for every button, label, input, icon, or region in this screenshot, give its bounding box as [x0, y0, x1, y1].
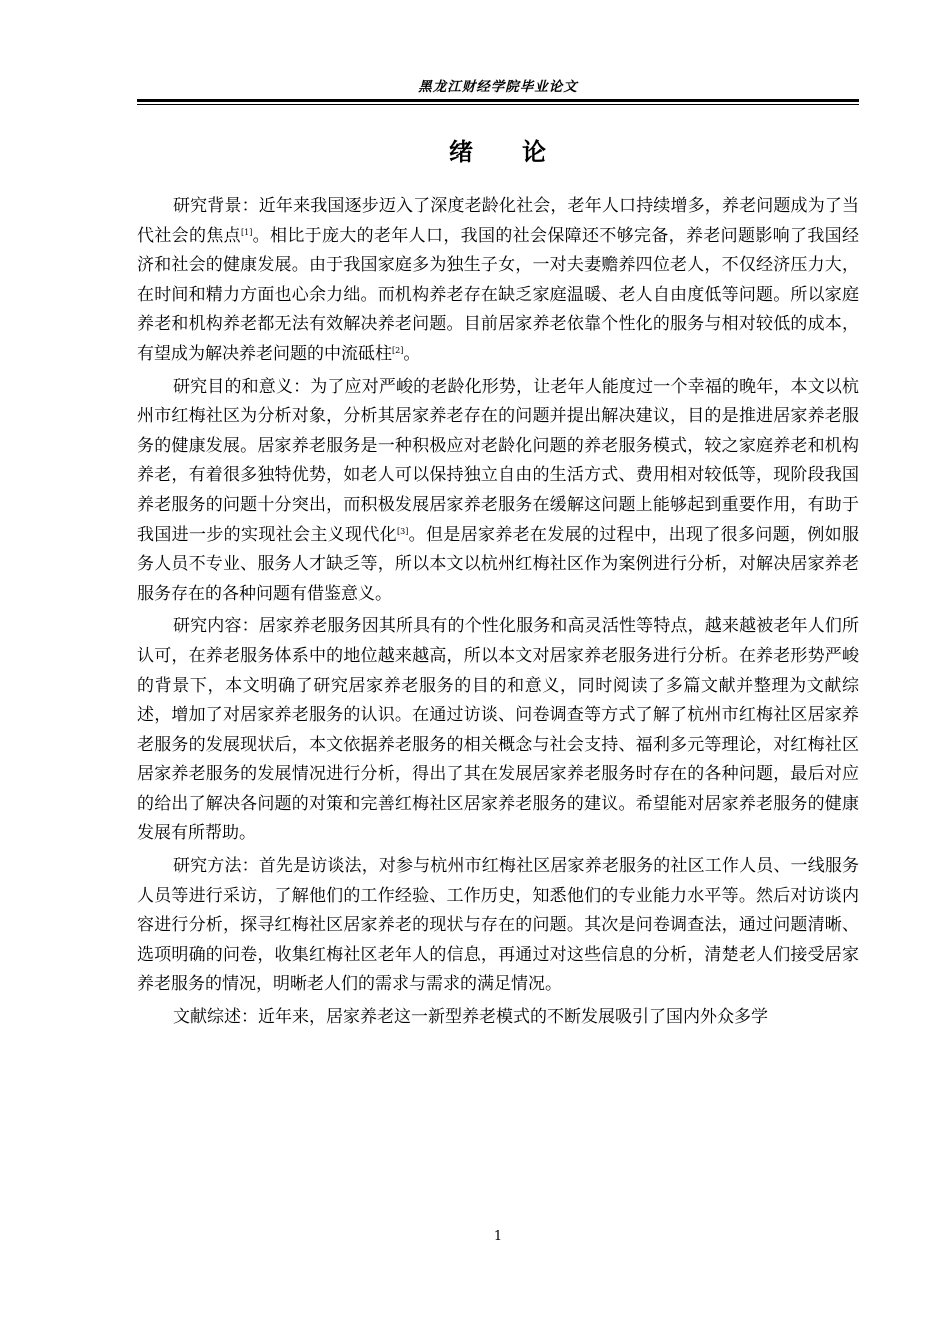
paragraph-text: 。	[403, 343, 421, 364]
running-header: 黑龙江财经学院毕业论文	[418, 79, 578, 95]
header-rule-thick	[137, 99, 859, 102]
paragraph-text: 研究背景：近年来我国逐步迈入了深度老龄化社会，老年人口持续增多，养老问题成为了当代社会的焦点	[137, 196, 859, 246]
paragraph-purpose-significance	[137, 373, 859, 610]
citation-marker: [2]	[392, 345, 404, 355]
paragraph-research-methods	[137, 852, 859, 1000]
citation-marker: [3]	[397, 526, 409, 536]
paragraph-research-content	[137, 612, 859, 849]
chapter-title-part-1: 绪	[449, 138, 474, 166]
paragraph-text: 。但是居家养老在发展的过程中，出现了很多问题，例如服务人员不专业、服务人才缺乏等，所以本文以杭州红梅社区作为案例进行分析，对解决居家养老服务存在的各种问题有借鉴意义。	[137, 524, 860, 604]
paragraph-text: 研究目的和意义：为了应对严峻的老龄化形势，让老年人能度过一个幸福的晚年，本文以杭州市红梅社区为分析对象，分析其居家养老存在的问题并提出解决建议，目的是推进居家养老服务的健康发展。居家养老服务是一种积极应对老龄化问题的养老服务模式，较之家庭养老和机构养老，有着很多独特优势，如老人可以保持独立自由的生活方式、费用相对较低等，现阶段我国养老服务的问题十分突出，而积极发展居家养老服务在缓解这问题上能够起到重要作用，有助于我国进一步的实现社会主义现代化	[137, 376, 859, 545]
paragraph-text: 研究内容：居家养老服务因其所具有的个性化服务和高灵活性等特点，越来越被老年人们所认可，在养老服务体系中的地位越来越高，所以本文对居家养老服务进行分析。在养老形势严峻的背景下，本文明确了研究居家养老服务的目的和意义，同时阅读了多篇文献并整理为文献综述，增加了对居家养老服务的认识。在通过访谈、问卷调查等方式了解了杭州市红梅社区居家养老服务的发展现状后，本文依据养老服务的相关概念与社会支持、福利多元等理论，对红梅社区居家养老服务的发展情况进行分析，得出了其在发展居家养老服务时存在的各种问题，最后对应的给出了解决各问题的对策和完善红梅社区居家养老服务的建议。希望能对居家养老服务的健康发展有所帮助。	[137, 616, 859, 844]
page-number: 1	[493, 1229, 503, 1244]
paragraph-text: 。相比于庞大的老年人口，我国的社会保障还不够完备，养老问题影响了我国经济和社会的健康发展。由于我国家庭多为独生子女，一对夫妻赡养四位老人，不仅经济压力大，在时间和精力方面也心余力绌。而机构养老存在缺乏家庭温暖、老人自由度低等问题。所以家庭养老和机构养老都无法有效解决养老问题。目前居家养老依靠个性化的服务与相对较低的成本，有望成为解决养老问题的中流砥柱	[137, 225, 859, 364]
chapter-title	[137, 136, 859, 168]
citation-marker: [1]	[241, 227, 253, 237]
paragraph-text: 文献综述：近年来，居家养老这一新型养老模式的不断发展吸引了国内外众多学	[173, 1007, 768, 1028]
header-rule-thin	[137, 104, 859, 105]
chapter-title-part-2: 论	[522, 138, 547, 166]
paragraph-literature-review	[137, 1003, 859, 1033]
body-text	[137, 192, 859, 1033]
paragraph-research-background	[137, 192, 859, 370]
paragraph-text: 研究方法：首先是访谈法，对参与杭州市红梅社区居家养老服务的社区工作人员、一线服务人员等进行采访，了解他们的工作经验、工作历史，知悉他们的专业能力水平等。然后对访谈内容进行分析，探寻红梅社区居家养老的现状与存在的问题。其次是问卷调查法，通过问题清晰、选项明确的问卷，收集红梅社区老年人的信息，再通过对这些信息的分析，清楚老人们接受居家养老服务的情况，明晰老人们的需求与需求的满足情况。	[137, 856, 859, 995]
